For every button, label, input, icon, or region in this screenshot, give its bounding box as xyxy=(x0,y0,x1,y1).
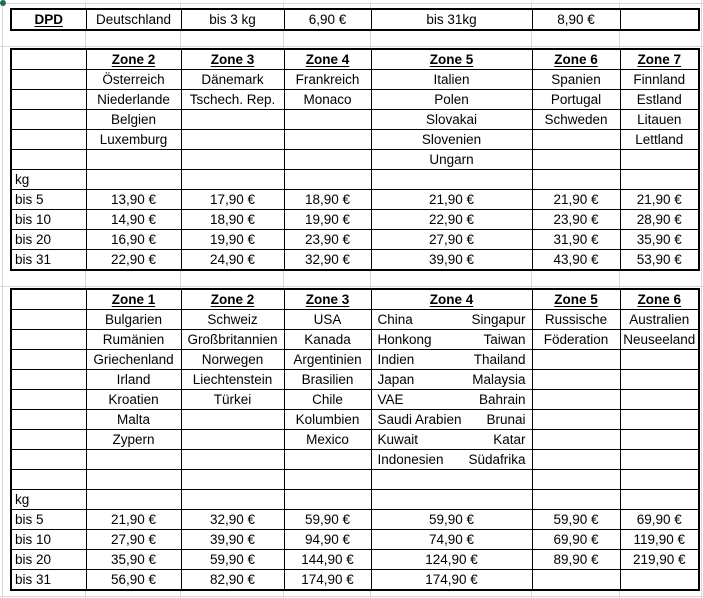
price-cell[interactable]: 69,90 € xyxy=(532,530,620,550)
price-cell[interactable]: 35,90 € xyxy=(86,550,181,570)
empty-cell[interactable] xyxy=(11,430,86,450)
country-cell[interactable]: Belgien xyxy=(86,110,181,130)
price-cell[interactable]: 21,90 € xyxy=(532,190,620,210)
price-cell[interactable]: 17,90 € xyxy=(181,190,284,210)
empty-cell[interactable] xyxy=(532,150,620,170)
empty-cell[interactable] xyxy=(284,470,371,490)
price-cell[interactable]: 21,90 € xyxy=(86,510,181,530)
empty-cell[interactable] xyxy=(11,350,86,370)
country-cell[interactable]: Malta xyxy=(86,410,181,430)
zone-header-cell[interactable]: Zone 3 xyxy=(284,289,371,310)
country-cell[interactable]: Bulgarien xyxy=(86,310,181,330)
empty-cell[interactable] xyxy=(371,170,532,190)
price-cell[interactable]: 174,90 € xyxy=(371,570,532,591)
price-cell[interactable]: 82,90 € xyxy=(181,570,284,591)
weight-label-cell[interactable]: bis 10 xyxy=(11,210,86,230)
empty-cell[interactable] xyxy=(11,49,86,70)
zone-header-cell[interactable]: Zone 5 xyxy=(532,289,620,310)
price-cell[interactable]: 59,90 € xyxy=(181,550,284,570)
empty-cell[interactable] xyxy=(86,490,181,510)
country-left: VAE xyxy=(377,392,404,407)
country-left: China xyxy=(377,312,413,327)
price-cell[interactable]: 14,90 € xyxy=(86,210,181,230)
country-left: Kuwait xyxy=(377,432,419,447)
zone-header-cell[interactable]: Zone 3 xyxy=(181,49,284,70)
empty-cell[interactable] xyxy=(11,130,86,150)
country-pair-cell[interactable] xyxy=(371,410,532,430)
table-row xyxy=(11,150,699,170)
country-cell[interactable]: Luxemburg xyxy=(86,130,181,150)
country-cell[interactable]: Polen xyxy=(371,90,532,110)
price-cell[interactable]: 19,90 € xyxy=(181,230,284,250)
price-cell[interactable]: 39,90 € xyxy=(371,250,532,271)
empty-cell[interactable] xyxy=(620,490,699,510)
empty-cell[interactable] xyxy=(86,450,181,470)
weight-label-cell[interactable]: bis 31 xyxy=(11,250,86,271)
zone-header-cell[interactable]: Zone 6 xyxy=(620,289,699,310)
price-cell[interactable]: 18,90 € xyxy=(181,210,284,230)
price-cell[interactable]: 35,90 € xyxy=(620,230,699,250)
empty-cell[interactable] xyxy=(181,170,284,190)
country-cell[interactable]: Kolumbien xyxy=(284,410,371,430)
table-row xyxy=(11,310,699,330)
empty-cell[interactable] xyxy=(532,170,620,190)
price-cell[interactable]: 13,90 € xyxy=(86,190,181,210)
country-cell[interactable]: Mexico xyxy=(284,430,371,450)
empty-cell[interactable] xyxy=(11,150,86,170)
price-cell[interactable]: 174,90 € xyxy=(284,570,371,591)
table-row xyxy=(11,90,699,110)
country-right: Bahrain xyxy=(478,392,526,407)
country-cell[interactable]: Großbritannien xyxy=(181,330,284,350)
country-pair-cell[interactable] xyxy=(371,390,532,410)
empty-cell[interactable] xyxy=(181,490,284,510)
country-cell[interactable]: Liechtenstein xyxy=(181,370,284,390)
empty-cell[interactable] xyxy=(11,410,86,430)
table-row xyxy=(11,370,699,390)
country-cell[interactable]: Dänemark xyxy=(181,70,284,90)
price-cell[interactable]: 19,90 € xyxy=(284,210,371,230)
price-cell[interactable]: 124,90 € xyxy=(371,550,532,570)
price-cell[interactable]: 59,90 € xyxy=(532,510,620,530)
country-cell[interactable]: Slovenien xyxy=(371,130,532,150)
price-cell[interactable]: 89,90 € xyxy=(532,550,620,570)
empty-cell[interactable] xyxy=(532,390,620,410)
price-cell[interactable]: 32,90 € xyxy=(284,250,371,271)
price-cell[interactable]: 94,90 € xyxy=(284,530,371,550)
zone-table-world xyxy=(10,288,700,591)
country-right: Brunai xyxy=(486,412,526,427)
country-pair-cell[interactable] xyxy=(371,430,532,450)
country-left: Honkong xyxy=(377,332,432,347)
empty-cell[interactable] xyxy=(181,450,284,470)
country-right: Südafrika xyxy=(468,452,526,467)
price-cell[interactable]: 219,90 € xyxy=(620,550,699,570)
empty-cell[interactable] xyxy=(532,130,620,150)
empty-cell[interactable] xyxy=(284,170,371,190)
country-cell[interactable]: Russische xyxy=(532,310,620,330)
price-cell[interactable]: 21,90 € xyxy=(371,190,532,210)
empty-cell[interactable] xyxy=(86,470,181,490)
price-cell[interactable]: 18,90 € xyxy=(284,190,371,210)
price-cell[interactable]: 39,90 € xyxy=(181,530,284,550)
green-corner-dot xyxy=(0,0,6,6)
zone-header-cell[interactable]: Zone 4 xyxy=(284,49,371,70)
price-cell[interactable]: 6,90 € xyxy=(284,9,371,30)
country-cell[interactable]: Slovakai xyxy=(371,110,532,130)
table-row xyxy=(11,250,699,271)
gridline xyxy=(0,596,703,597)
country-cell[interactable]: Frankreich xyxy=(284,70,371,90)
price-cell[interactable]: 27,90 € xyxy=(86,530,181,550)
table-row xyxy=(11,230,699,250)
weight-range-cell[interactable]: bis 31kg xyxy=(371,9,532,30)
zone-header-cell[interactable]: Zone 7 xyxy=(620,49,699,70)
country-cell[interactable]: Föderation xyxy=(532,330,620,350)
price-cell[interactable]: 74,90 € xyxy=(371,530,532,550)
empty-cell[interactable] xyxy=(620,150,699,170)
country-cell[interactable]: USA xyxy=(284,310,371,330)
country-right: Malaysia xyxy=(472,372,526,387)
country-cell[interactable]: Spanien xyxy=(532,70,620,90)
gridline xyxy=(701,0,702,598)
weight-label-cell[interactable]: bis 20 xyxy=(11,550,86,570)
country-cell[interactable]: Schweden xyxy=(532,110,620,130)
table-row xyxy=(11,190,699,210)
country-cell[interactable]: Italien xyxy=(371,70,532,90)
empty-cell[interactable] xyxy=(620,350,699,370)
empty-cell[interactable] xyxy=(620,170,699,190)
empty-cell[interactable] xyxy=(181,130,284,150)
gridline xyxy=(6,3,703,4)
country-left: Saudi Arabien xyxy=(377,412,462,427)
empty-cell[interactable] xyxy=(86,150,181,170)
empty-cell[interactable] xyxy=(11,70,86,90)
country-cell[interactable]: Lettland xyxy=(620,130,699,150)
country-cell[interactable]: Kroatien xyxy=(86,390,181,410)
price-cell[interactable]: 144,90 € xyxy=(284,550,371,570)
table-row xyxy=(11,330,699,350)
price-cell[interactable]: 16,90 € xyxy=(86,230,181,250)
country-pair-cell[interactable] xyxy=(371,350,532,370)
zone-header-cell[interactable]: Zone 4 xyxy=(371,289,532,310)
country-cell[interactable]: Deutschland xyxy=(86,9,181,30)
country-cell[interactable]: Niederlande xyxy=(86,90,181,110)
empty-cell[interactable] xyxy=(620,470,699,490)
gridline xyxy=(0,46,703,47)
gridline xyxy=(2,0,3,598)
table-row xyxy=(11,170,699,190)
country-cell[interactable]: Portugal xyxy=(532,90,620,110)
country-cell[interactable]: Brasilien xyxy=(284,370,371,390)
empty-cell[interactable] xyxy=(532,430,620,450)
zone-table-europe xyxy=(10,48,700,271)
price-cell[interactable]: 53,90 € xyxy=(620,250,699,271)
table-row xyxy=(11,510,699,530)
table-row xyxy=(11,550,699,570)
weight-label-cell[interactable]: bis 10 xyxy=(11,530,86,550)
price-cell[interactable]: 23,90 € xyxy=(284,230,371,250)
table-row xyxy=(11,70,699,90)
price-cell[interactable]: 56,90 € xyxy=(86,570,181,591)
empty-cell[interactable] xyxy=(11,450,86,470)
price-cell[interactable]: 69,90 € xyxy=(620,510,699,530)
empty-cell[interactable] xyxy=(532,410,620,430)
zone-header-cell[interactable]: Zone 5 xyxy=(371,49,532,70)
country-left: Indonesien xyxy=(377,452,444,467)
price-cell[interactable]: 21,90 € xyxy=(620,190,699,210)
price-cell[interactable]: 24,90 € xyxy=(181,250,284,271)
table-row xyxy=(11,130,699,150)
empty-cell[interactable] xyxy=(284,110,371,130)
table-row xyxy=(11,430,699,450)
price-cell[interactable]: 28,90 € xyxy=(620,210,699,230)
country-right: Singapur xyxy=(471,312,526,327)
price-cell[interactable]: 59,90 € xyxy=(371,510,532,530)
table-row xyxy=(11,390,699,410)
empty-cell[interactable] xyxy=(11,370,86,390)
country-cell[interactable]: Litauen xyxy=(620,110,699,130)
country-right: Thailand xyxy=(473,352,526,367)
empty-cell[interactable] xyxy=(11,330,86,350)
price-cell[interactable]: 22,90 € xyxy=(86,250,181,271)
country-cell[interactable]: Irland xyxy=(86,370,181,390)
price-cell[interactable]: 31,90 € xyxy=(532,230,620,250)
empty-cell[interactable] xyxy=(620,9,699,30)
weight-range-cell[interactable]: bis 3 kg xyxy=(181,9,284,30)
table-row xyxy=(11,289,699,310)
empty-cell[interactable] xyxy=(620,370,699,390)
empty-cell[interactable] xyxy=(532,490,620,510)
zone-header-cell[interactable]: Zone 1 xyxy=(86,289,181,310)
price-cell[interactable]: 32,90 € xyxy=(181,510,284,530)
price-cell[interactable]: 23,90 € xyxy=(532,210,620,230)
country-right: Taiwan xyxy=(483,332,526,347)
country-left: Japan xyxy=(377,372,415,387)
empty-cell[interactable] xyxy=(532,370,620,390)
empty-cell[interactable] xyxy=(284,450,371,470)
empty-cell[interactable] xyxy=(181,410,284,430)
country-cell[interactable]: Ungarn xyxy=(371,150,532,170)
price-cell[interactable]: 43,90 € xyxy=(532,250,620,271)
empty-cell[interactable] xyxy=(371,470,532,490)
empty-cell[interactable] xyxy=(181,110,284,130)
country-cell[interactable]: Estland xyxy=(620,90,699,110)
kg-label-cell[interactable]: kg xyxy=(11,490,86,510)
country-right: Katar xyxy=(493,432,526,447)
table-row xyxy=(11,450,699,470)
country-cell[interactable]: Norwegen xyxy=(181,350,284,370)
country-cell[interactable]: Österreich xyxy=(86,70,181,90)
empty-cell[interactable] xyxy=(532,570,620,591)
empty-cell[interactable] xyxy=(532,350,620,370)
empty-cell[interactable] xyxy=(11,289,86,310)
country-pair-cell[interactable] xyxy=(371,310,532,330)
country-pair-cell[interactable] xyxy=(371,330,532,350)
empty-cell[interactable] xyxy=(620,570,699,591)
country-cell[interactable]: Schweiz xyxy=(181,310,284,330)
empty-cell[interactable] xyxy=(11,470,86,490)
price-cell[interactable]: 119,90 € xyxy=(620,530,699,550)
table-row xyxy=(11,530,699,550)
table-row xyxy=(11,49,699,70)
table-row xyxy=(11,410,699,430)
country-cell[interactable]: Kanada xyxy=(284,330,371,350)
empty-cell[interactable] xyxy=(181,430,284,450)
weight-label-cell[interactable]: bis 31 xyxy=(11,570,86,591)
country-cell[interactable]: Neuseeland xyxy=(620,330,699,350)
country-left: Indien xyxy=(377,352,415,367)
empty-cell[interactable] xyxy=(620,390,699,410)
empty-cell[interactable] xyxy=(620,450,699,470)
zone-header-cell[interactable]: Zone 6 xyxy=(532,49,620,70)
dpd-label-cell[interactable]: DPD xyxy=(11,9,86,30)
country-pair-cell[interactable] xyxy=(371,370,532,390)
empty-cell[interactable] xyxy=(11,110,86,130)
kg-label-cell[interactable]: kg xyxy=(11,170,86,190)
price-cell[interactable]: 22,90 € xyxy=(371,210,532,230)
empty-cell[interactable] xyxy=(532,450,620,470)
table-row xyxy=(11,110,699,130)
price-cell[interactable]: 27,90 € xyxy=(371,230,532,250)
empty-cell[interactable] xyxy=(11,310,86,330)
country-cell[interactable]: Zypern xyxy=(86,430,181,450)
country-cell[interactable]: Monaco xyxy=(284,90,371,110)
weight-label-cell[interactable]: bis 20 xyxy=(11,230,86,250)
table-row xyxy=(11,570,699,591)
empty-cell[interactable] xyxy=(11,90,86,110)
price-cell[interactable]: 59,90 € xyxy=(284,510,371,530)
empty-cell[interactable] xyxy=(181,150,284,170)
empty-cell[interactable] xyxy=(181,470,284,490)
table-row xyxy=(11,210,699,230)
empty-cell[interactable] xyxy=(620,430,699,450)
table-row xyxy=(11,470,699,490)
price-cell[interactable]: 8,90 € xyxy=(532,9,620,30)
dpd-germany-table xyxy=(10,8,700,31)
country-cell[interactable]: Rumänien xyxy=(86,330,181,350)
empty-cell[interactable] xyxy=(532,470,620,490)
zone-header-cell[interactable]: Zone 2 xyxy=(86,49,181,70)
country-cell[interactable]: Australien xyxy=(620,310,699,330)
zone-header-cell[interactable]: Zone 2 xyxy=(181,289,284,310)
country-cell[interactable]: Tschech. Rep. xyxy=(181,90,284,110)
country-cell[interactable]: Griechenland xyxy=(86,350,181,370)
country-pair-cell[interactable] xyxy=(371,450,532,470)
country-cell[interactable]: Türkei xyxy=(181,390,284,410)
country-cell[interactable]: Chile xyxy=(284,390,371,410)
weight-label-cell[interactable]: bis 5 xyxy=(11,190,86,210)
empty-cell[interactable] xyxy=(371,490,532,510)
table-row xyxy=(11,350,699,370)
weight-label-cell[interactable]: bis 5 xyxy=(11,510,86,530)
empty-cell[interactable] xyxy=(284,490,371,510)
table-row xyxy=(11,490,699,510)
empty-cell[interactable] xyxy=(11,390,86,410)
country-cell[interactable]: Finnland xyxy=(620,70,699,90)
empty-cell[interactable] xyxy=(284,130,371,150)
country-cell[interactable]: Argentinien xyxy=(284,350,371,370)
table-row xyxy=(11,9,699,30)
gridline xyxy=(0,286,703,287)
empty-cell[interactable] xyxy=(284,150,371,170)
empty-cell[interactable] xyxy=(86,170,181,190)
empty-cell[interactable] xyxy=(620,410,699,430)
